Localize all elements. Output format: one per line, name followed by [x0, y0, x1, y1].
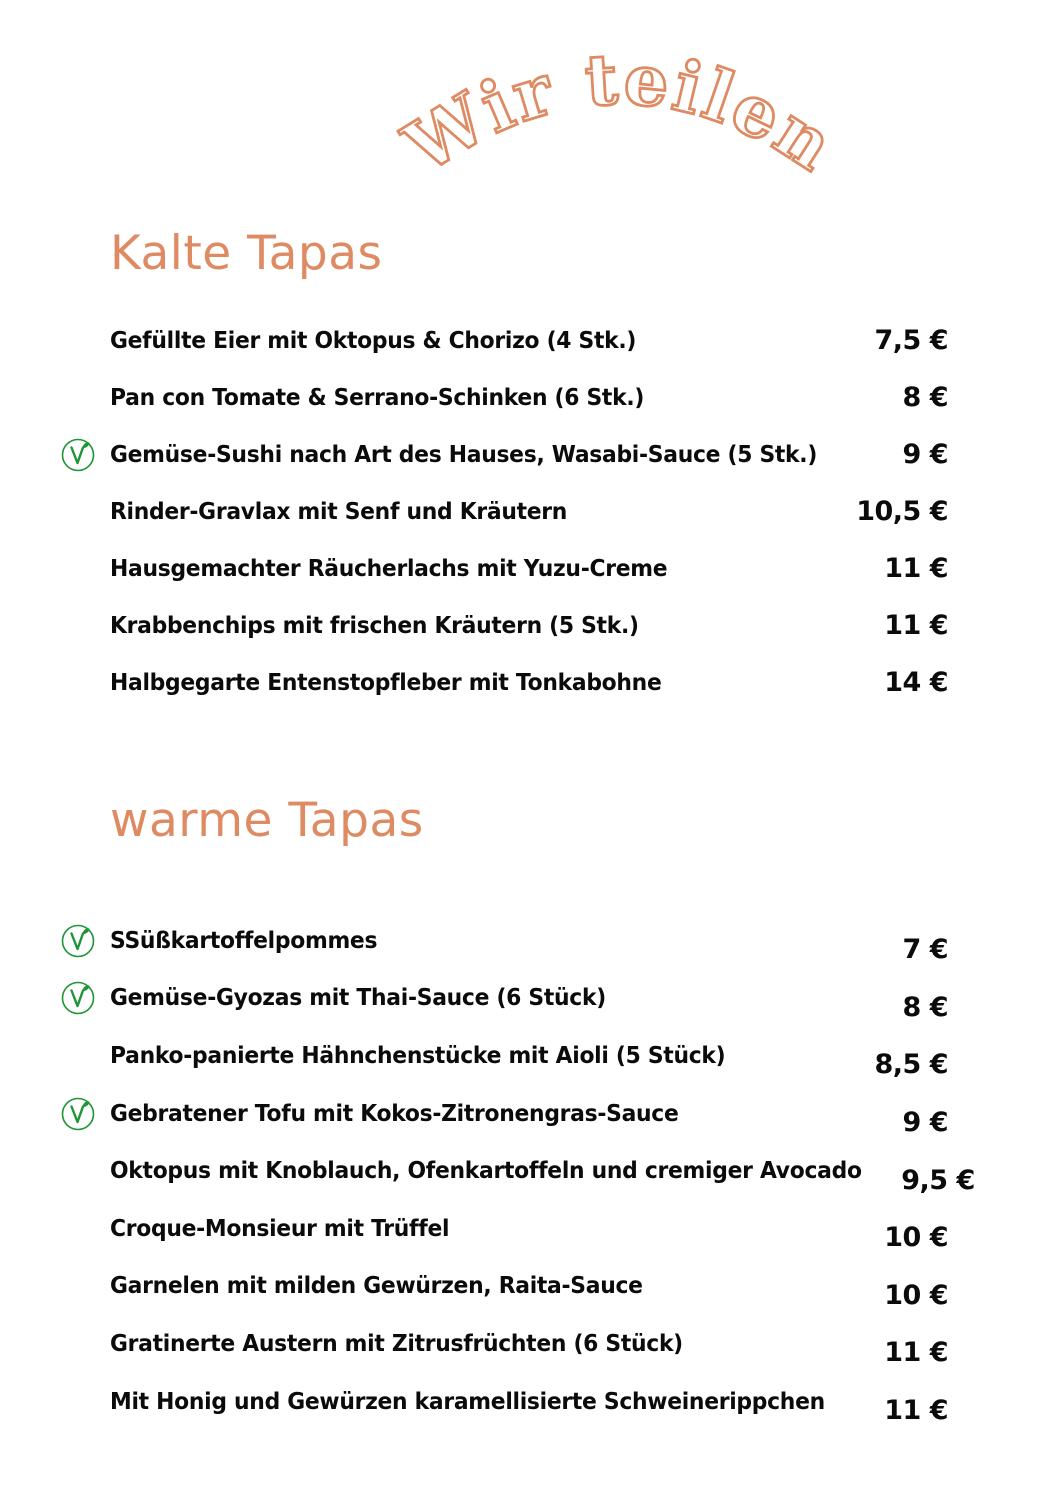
- item-price: 7,5 €: [874, 325, 948, 356]
- item-name: Gemüse-Sushi nach Art des Hauses, Wasabi-Sauce (5 Stk.): [110, 441, 818, 468]
- menu-item-row: [110, 597, 948, 654]
- item-price: 10,5 €: [856, 496, 948, 527]
- item-price: 11 €: [884, 1395, 948, 1427]
- item-price: 8,5 €: [874, 1049, 948, 1081]
- kalte-tapas-list: [110, 312, 948, 711]
- menu-title-arc: [390, 36, 851, 216]
- menu-item-row: [110, 540, 948, 597]
- item-price: 10 €: [884, 1279, 948, 1311]
- item-name: Gebratener Tofu mit Kokos-Zitronengras-Sauce: [110, 1100, 679, 1127]
- menu-item-row: [110, 654, 948, 711]
- item-name: Hausgemachter Räucherlachs mit Yuzu-Creme: [110, 555, 668, 582]
- item-name: Halbgegarte Entenstopfleber mit Tonkabohne: [110, 669, 662, 696]
- warme-tapas-list: [110, 912, 975, 1430]
- section-heading-kalte-tapas: Kalte Tapas: [110, 226, 383, 281]
- menu-title-text: Wir teilen: [390, 37, 851, 189]
- item-price: 9 €: [902, 439, 948, 470]
- menu-title: [390, 36, 851, 216]
- menu-item-row: [110, 426, 948, 483]
- vegetarian-v-leaf-icon: [60, 1096, 96, 1132]
- item-price: 14 €: [884, 667, 948, 698]
- menu-item-row: [110, 1200, 948, 1258]
- item-price: 7 €: [902, 934, 948, 966]
- item-price: 9,5 €: [901, 1164, 975, 1196]
- item-name: SSüßkartoffelpommes: [110, 927, 378, 954]
- vegetarian-v-leaf-icon: [60, 437, 96, 473]
- item-name: Panko-panierte Hähnchenstücke mit Aioli (5 Stück): [110, 1042, 726, 1069]
- menu-item-row: [110, 1085, 948, 1143]
- item-name: Krabbenchips mit frischen Kräutern (5 Stk.): [110, 612, 639, 639]
- item-price: 11 €: [884, 610, 948, 641]
- menu-item-row: [110, 1027, 948, 1085]
- item-name: Croque-Monsieur mit Trüffel: [110, 1215, 450, 1242]
- menu-item-row: [110, 483, 948, 540]
- item-name: Garnelen mit milden Gewürzen, Raita-Sauce: [110, 1273, 643, 1300]
- menu-item-row: [110, 1373, 948, 1431]
- menu-item-row: [110, 970, 948, 1028]
- menu-item-row: [110, 912, 948, 970]
- menu-item-row: [110, 1315, 948, 1373]
- item-price: 9 €: [902, 1107, 948, 1139]
- item-name: Gemüse-Gyozas mit Thai-Sauce (6 Stück): [110, 985, 606, 1012]
- menu-item-row: [110, 1258, 948, 1316]
- svg-text:Wir teilen: [390, 37, 851, 189]
- item-price: 8 €: [902, 991, 948, 1023]
- menu-item-row: [110, 369, 948, 426]
- vegetarian-v-leaf-icon: [60, 923, 96, 959]
- item-name: Pan con Tomate & Serrano-Schinken (6 Stk.): [110, 384, 645, 411]
- item-name: Mit Honig und Gewürzen karamellisierte Schweinerippchen: [110, 1388, 825, 1415]
- menu-item-row: [110, 312, 948, 369]
- item-price: 11 €: [884, 1337, 948, 1369]
- item-name: Oktopus mit Knoblauch, Ofenkartoffeln und cremiger Avocado: [110, 1158, 862, 1185]
- section-heading-warme-tapas: warme Tapas: [110, 793, 424, 848]
- item-price: 10 €: [884, 1222, 948, 1254]
- item-name: Gratinerte Austern mit Zitrusfrüchten (6 Stück): [110, 1330, 683, 1357]
- item-name: Rinder-Gravlax mit Senf und Kräutern: [110, 498, 568, 525]
- item-price: 11 €: [884, 553, 948, 584]
- vegetarian-v-leaf-icon: [60, 980, 96, 1016]
- item-name: Gefüllte Eier mit Oktopus & Chorizo (4 Stk.): [110, 327, 637, 354]
- item-price: 8 €: [902, 382, 948, 413]
- menu-item-row: [110, 1142, 975, 1200]
